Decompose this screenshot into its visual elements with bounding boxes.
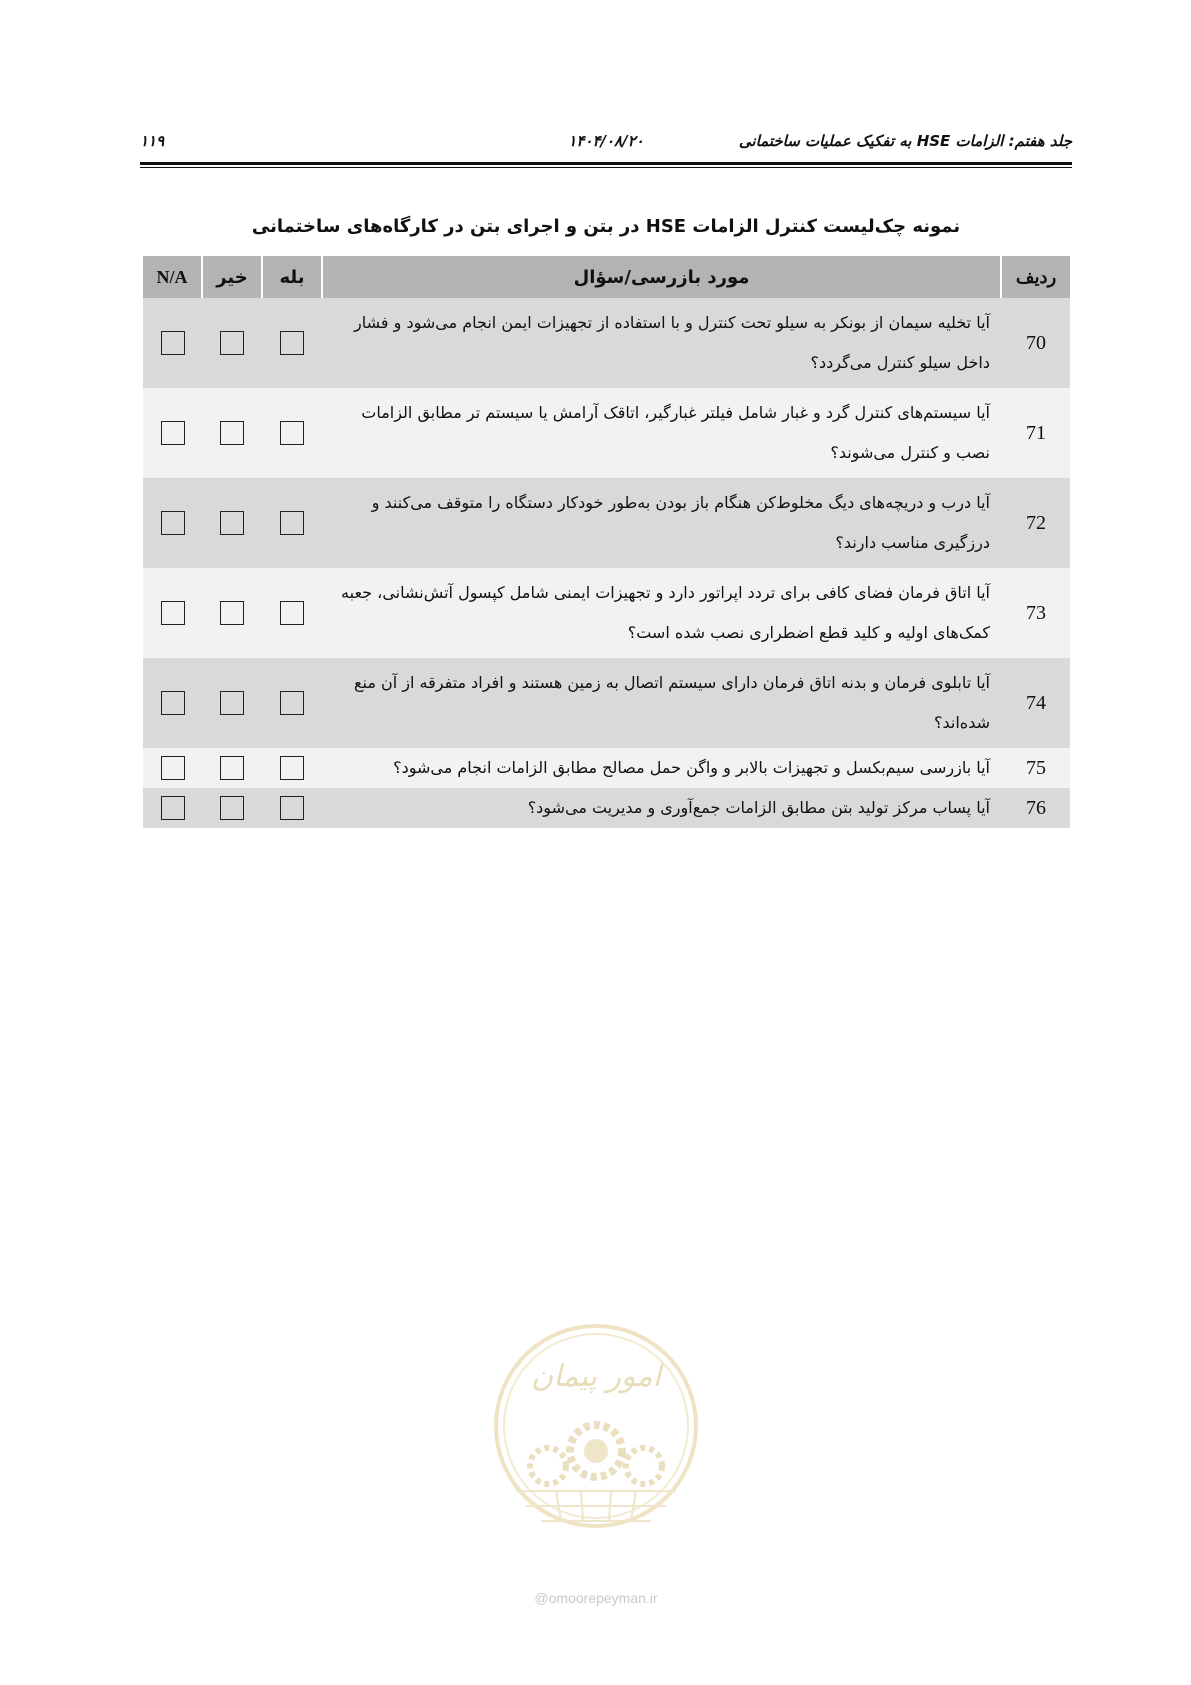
table-row [143, 298, 1070, 388]
na-checkbox[interactable] [161, 331, 185, 355]
no-checkbox[interactable] [220, 756, 244, 780]
header-rule-thin [140, 167, 1072, 168]
row-number: 71 [1001, 388, 1070, 478]
header-date: ۱۴۰۴/۰۸/۲۰ [568, 132, 644, 150]
watermark-site: @omoorepeyman.ir [534, 1590, 658, 1606]
yes-checkbox[interactable] [280, 511, 304, 535]
question-text: آیا تابلوی فرمان و بدنه اتاق فرمان دارای سیستم اتصال به زمین هستند و افراد متفرقه از آن منع شده‌اند؟ [322, 658, 1001, 748]
question-text: آیا اتاق فرمان فضای کافی برای تردد اپراتور دارد و تجهیزات ایمنی شامل کپسول آتش‌نشانی، جعبه کمک‌های اولیه و کلید قطع اضطراری نصب شده است؟ [322, 568, 1001, 658]
header-rule-thick [140, 162, 1072, 165]
yes-checkbox[interactable] [280, 601, 304, 625]
yes-checkbox[interactable] [280, 756, 304, 780]
table-row [143, 478, 1070, 568]
col-na-header: N/A [143, 256, 202, 298]
question-text: آیا تخلیه سیمان از بونکر به سیلو تحت کنترل و با استفاده از تجهیزات ایمن انجام می‌شود و فشار داخل سیلو کنترل می‌گردد؟ [322, 298, 1001, 388]
row-number: 76 [1001, 788, 1070, 828]
col-yes-header: بله [262, 256, 322, 298]
no-checkbox[interactable] [220, 421, 244, 445]
na-checkbox[interactable] [161, 756, 185, 780]
na-checkbox[interactable] [161, 421, 185, 445]
watermark-logo-text: امور پیمان [531, 1359, 661, 1394]
col-row-header: ردیف [1001, 256, 1070, 298]
na-checkbox[interactable] [161, 796, 185, 820]
no-checkbox[interactable] [220, 511, 244, 535]
yes-checkbox[interactable] [280, 421, 304, 445]
table-row [143, 568, 1070, 658]
row-number: 70 [1001, 298, 1070, 388]
table-row [143, 658, 1070, 748]
yes-checkbox[interactable] [280, 691, 304, 715]
book-title: جلد هفتم: الزامات HSE به تفکیک عملیات ساختمانی [738, 132, 1072, 150]
row-number: 74 [1001, 658, 1070, 748]
page-number: ۱۱۹ [140, 132, 165, 150]
table-header-row [143, 256, 1070, 298]
row-number: 72 [1001, 478, 1070, 568]
no-checkbox[interactable] [220, 331, 244, 355]
no-checkbox[interactable] [220, 601, 244, 625]
question-text: آیا پساب مرکز تولید بتن مطابق الزامات جمع‌آوری و مدیریت می‌شود؟ [322, 788, 1001, 828]
col-no-header: خیر [202, 256, 262, 298]
no-checkbox[interactable] [220, 691, 244, 715]
yes-checkbox[interactable] [280, 796, 304, 820]
watermark-logo [486, 1316, 706, 1576]
na-checkbox[interactable] [161, 691, 185, 715]
question-text: آیا سیستم‌های کنترل گرد و غبار شامل فیلتر غبارگیر، اتاقک آرامش یا سیستم تر مطابق الزامات نصب و کنترل می‌شوند؟ [322, 388, 1001, 478]
page-header [140, 132, 1072, 160]
na-checkbox[interactable] [161, 511, 185, 535]
yes-checkbox[interactable] [280, 331, 304, 355]
checklist-title: نمونه چک‌لیست کنترل الزامات HSE در بتن و اجرای بتن در کارگاه‌های ساختمانی [251, 216, 961, 237]
row-number: 75 [1001, 748, 1070, 788]
no-checkbox[interactable] [220, 796, 244, 820]
table-row [143, 388, 1070, 478]
table-row [143, 788, 1070, 828]
row-number: 73 [1001, 568, 1070, 658]
na-checkbox[interactable] [161, 601, 185, 625]
question-text: آیا درب و دریچه‌های دیگ مخلوط‌کن هنگام باز بودن به‌طور خودکار دستگاه را متوقف می‌کنند و درزگیری مناسب دارند؟ [322, 478, 1001, 568]
table-row [143, 748, 1070, 788]
question-text: آیا بازرسی سیم‌بکسل و تجهیزات بالابر و واگن حمل مصالح مطابق الزامات انجام می‌شود؟ [322, 748, 1001, 788]
checklist-table [142, 256, 1070, 828]
col-question-header: مورد بازرسی/سؤال [322, 256, 1001, 298]
